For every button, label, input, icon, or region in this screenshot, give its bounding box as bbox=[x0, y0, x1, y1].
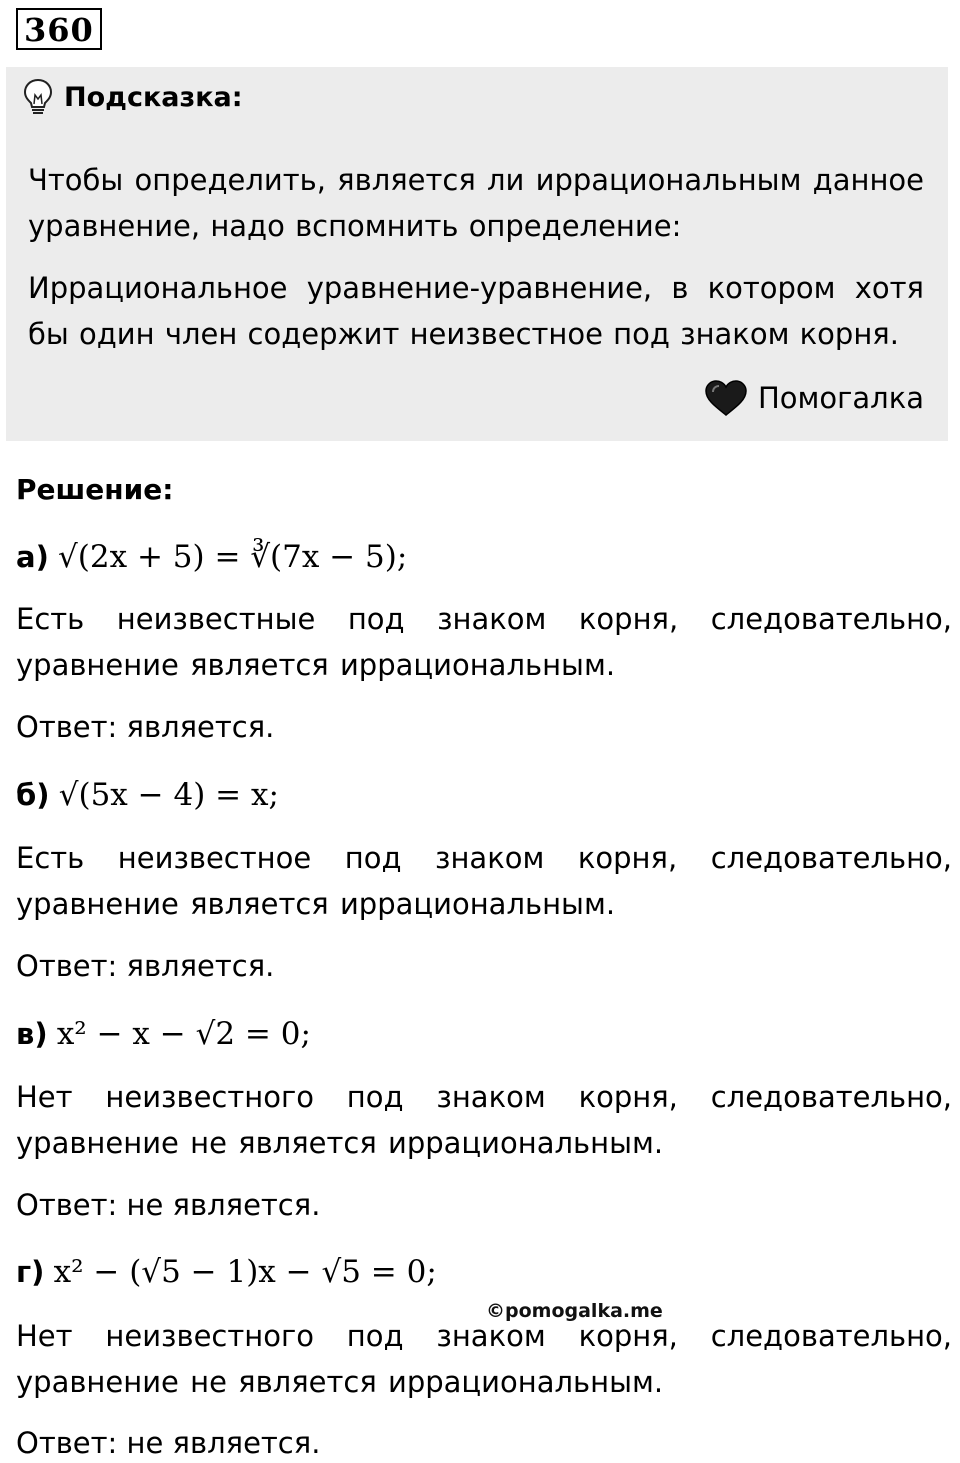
hint-paragraph-2: Иррациональное уравнение-уравнение, в котором хотя бы один член содержит неизвестное под знаком корня. bbox=[28, 271, 924, 351]
brand-signature bbox=[704, 379, 924, 417]
hint-paragraph-1: Чтобы определить, является ли иррациональным данное уравнение, надо вспомнить определение: bbox=[28, 163, 924, 243]
equation-b bbox=[16, 775, 952, 815]
item-label: в) bbox=[16, 1017, 48, 1051]
explanation-g: Нет неизвестного под знаком корня, следовательно, уравнение не является иррациональным. bbox=[16, 1319, 952, 1399]
explanation-b: Есть неизвестное под знаком корня, следовательно, уравнение является иррациональным. bbox=[16, 841, 952, 921]
item-label: б) bbox=[16, 778, 50, 812]
explanation-v: Нет неизвестного под знаком корня, следовательно, уравнение не является иррациональным. bbox=[16, 1080, 952, 1160]
solution-title: Решение: bbox=[16, 473, 174, 506]
answer-b: Ответ: является. bbox=[16, 949, 275, 983]
hint-box bbox=[6, 67, 948, 441]
equation-g bbox=[16, 1252, 952, 1292]
brand-name: Помогалка bbox=[758, 381, 924, 415]
equation-text: x² − (√5 − 1)x − √5 = 0; bbox=[53, 1254, 437, 1290]
equation-v bbox=[16, 1014, 952, 1054]
item-label: а) bbox=[16, 540, 49, 574]
equation-text: √(2x + 5) = ∛(7x − 5); bbox=[58, 539, 408, 575]
answer-v: Ответ: не является. bbox=[16, 1188, 321, 1222]
explanation-a: Есть неизвестные под знаком корня, следовательно, уравнение является иррациональным. bbox=[16, 602, 952, 682]
equation-a bbox=[16, 537, 952, 577]
lightbulb-icon bbox=[22, 78, 54, 116]
equation-text: x² − x − √2 = 0; bbox=[56, 1016, 311, 1052]
heart-icon bbox=[704, 379, 748, 417]
hint-header bbox=[22, 77, 243, 117]
item-label: г) bbox=[16, 1255, 45, 1289]
hint-title: Подсказка: bbox=[64, 81, 243, 113]
answer-a: Ответ: является. bbox=[16, 710, 275, 744]
problem-number: 360 bbox=[16, 8, 102, 50]
answer-g: Ответ: не является. bbox=[16, 1426, 321, 1460]
equation-text: √(5x − 4) = x; bbox=[58, 777, 279, 813]
watermark: ©pomogalka.me bbox=[486, 1300, 663, 1322]
